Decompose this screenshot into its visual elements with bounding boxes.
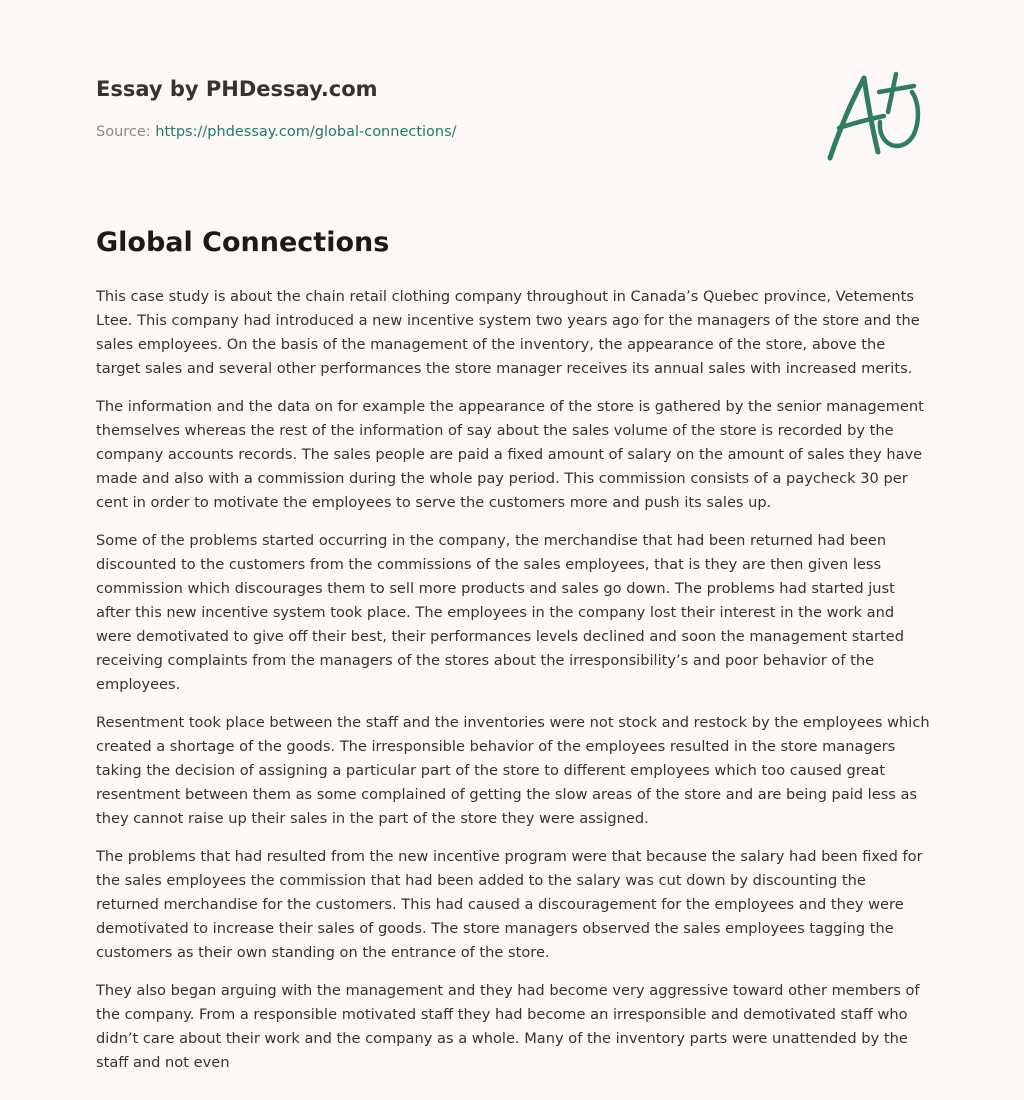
- essay-paragraph: Resentment took place between the staff and the inventories were not stock and restock by the employees which created a shortage of the goods. The irresponsible behavior of the employees resulted in the store managers taking the decision of assigning a particular part of the store to different employees which too caused great resentment between them as some complained of getting the slow areas of the store and are being paid less as they cannot raise up their sales in the part of the store they were assigned.: [96, 714, 930, 827]
- source-link[interactable]: https://phdessay.com/global-connections/: [155, 124, 457, 140]
- essay-title: Global Connections: [96, 227, 390, 258]
- essay-body: [96, 285, 932, 1089]
- page-header: [96, 0, 928, 200]
- a-plus-logo-icon: [824, 68, 924, 164]
- essay-paragraph: They also began arguing with the management and they had become very aggressive toward other members of the company. From a responsible motivated staff they had become an irresponsible and demotivated staff who didn’t care about their work and the company as a whole. Many of the inventory parts were unattended by the staff and not even: [96, 982, 920, 1071]
- essay-paragraph: The problems that had resulted from the new incentive program were that because the salary had been fixed for the sales employees the commission that had been added to the salary was cut down by discounting the returned merchandise for the customers. This had caused a discouragement for the employees and they were demotivated to increase their sales of goods. The store managers observed the sales employees tagging the customers as their own standing on the entrance of the store.: [96, 848, 923, 961]
- essay-paragraph: The information and the data on for example the appearance of the store is gathered by the senior management themselves whereas the rest of the information of say about the sales volume of the store is recorded by the company accounts records. The sales people are paid a fixed amount of salary on the amount of sales they have made and also with a commission during the whole pay period. This commission consists of a paycheck 30 per cent in order to motivate the employees to serve the customers more and push its sales up.: [96, 398, 924, 511]
- essay-paragraph: This case study is about the chain retail clothing company throughout in Canada’s Quebec province, Vetements Ltee. This company had introduced a new incentive system two years ago for the managers of the store and the sales employees. On the basis of the management of the inventory, the appearance of the store, above the target sales and several other performances the store manager receives its annual sales with increased merits.: [96, 288, 920, 377]
- source-label: Source:: [96, 124, 151, 140]
- essay-paragraph: Some of the problems started occurring in the company, the merchandise that had been returned had been discounted to the customers from the commissions of the sales employees, that is they are then given less commission which discourages them to sell more products and sales go down. The problems had started just after this new incentive system took place. The employees in the company lost their interest in the work and were demotivated to give off their best, their performances levels declined and soon the management started receiving complaints from the managers of the stores about the irresponsibility’s and poor behavior of the employees.: [96, 532, 904, 693]
- site-title: Essay by PHDessay.com: [96, 77, 378, 101]
- source-line: [96, 124, 457, 140]
